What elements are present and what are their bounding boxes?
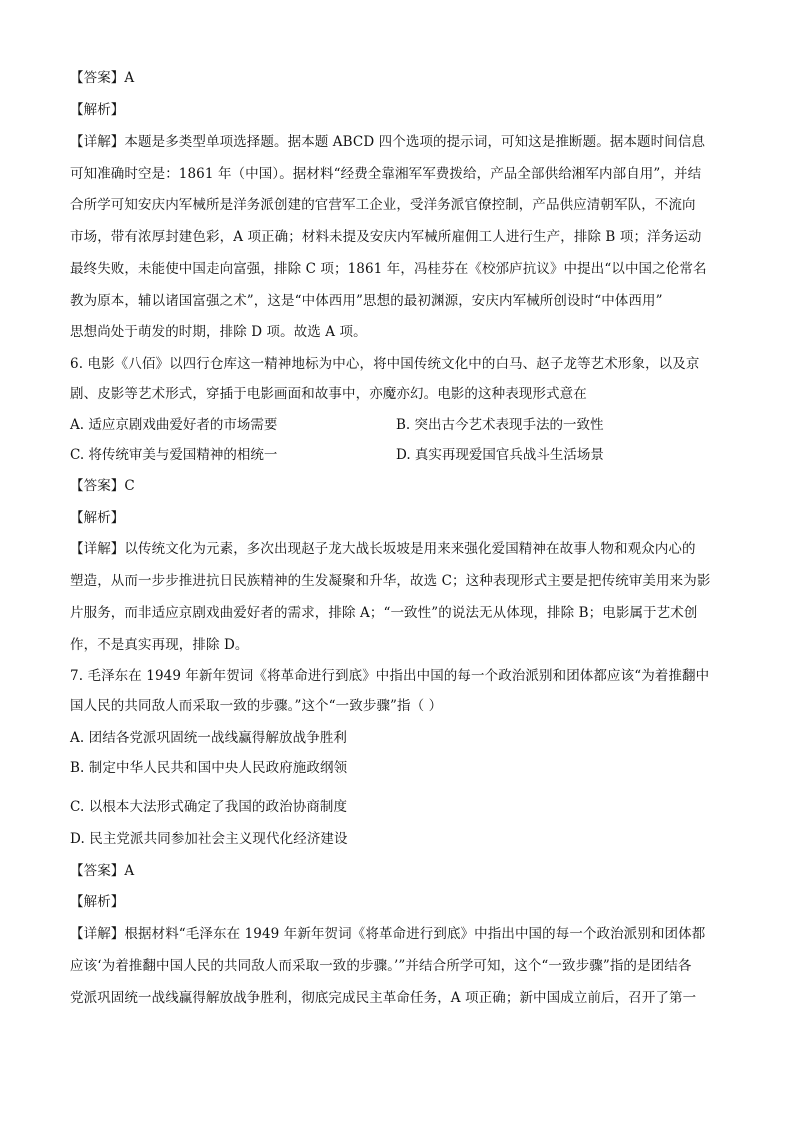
q5-analysis-heading: 【解析】 [70,102,125,118]
q6-detail-line: 片服务，而非适应京剧戏曲爱好者的需求，排除 A；“一致性”的说法无从体现，排除 B；电影属于艺术创 [70,605,698,621]
q7-stem-line: 7. 毛泽东在 1949 年新年贺词《将革命进行到底》中指出中国的每一个政治派别和团体都应该“为着推翻中 [70,668,710,684]
q7-detail-line: 应该‘为着推翻中国人民的共同敌人而采取一致的步骤。’”并结合所学可知，这个“一致步骤”指的是团结各 [70,958,692,974]
q7-detail-line: 党派巩固统一战线赢得解放战争胜利，彻底完成民主革命任务，A 项正确；新中国成立前后，召开了第一 [70,990,697,1006]
q6-detail-line: 作，不是真实再现，排除 D。 [70,637,249,653]
q5-detail-line: 最终失败，未能使中国走向富强，排除 C 项；1861 年，冯桂芬在《校邠庐抗议》中提出“以中国之伦常名 [70,261,707,277]
q5-detail-line: 【详解】本题是多类型单项选择题。据本题 ABCD 四个选项的提示词，可知这是推断题。据本题时间信息 [70,134,706,150]
q5-detail-line: 合所学可知安庆内军械所是洋务派创建的官营军工企业，受洋务派官僚控制，产品供应清朝军队，不流向 [70,197,696,213]
q5-detail-line: 教为原本，辅以诸国富强之术”，这是“中体西用”思想的最初渊源，安庆内军械所创设时“中体西用” [70,293,663,309]
q6-answer: 【答案】C [70,478,135,494]
q7-option-b: B. 制定中华人民共和国中央人民政府施政纲领 [70,760,348,776]
q6-option-a: A. 适应京剧戏曲爱好者的市场需要 [70,417,278,433]
q6-detail-line: 塑造，从而一步步推进抗日民族精神的生发凝聚和升华，故选 C；这种表现形式主要是把传统审美用来为影 [70,573,711,589]
q7-detail-line: 【详解】根据材料“毛泽东在 1949 年新年贺词《将革命进行到底》中指出中国的每一个政治派别和团体都 [70,926,706,942]
q5-detail-line: 市场，带有浓厚封建色彩，A 项正确；材料未提及安庆内军械所雇佣工人进行生产，排除 B 项；洋务运动 [70,229,702,245]
q7-option-a: A. 团结各党派巩固统一战线赢得解放战争胜利 [70,730,348,746]
q5-detail-line: 可知准确时空是：1861 年（中国）。据材料“经费全靠湘军军费拨给，产品全部供给湘军内部自用”，并结 [70,166,702,182]
q6-stem-line: 6. 电影《八佰》以四行仓库这一精神地标为中心，将中国传统文化中的白马、赵子龙等艺术形象，以及京 [70,356,700,372]
q6-option-b: B. 突出古今艺术表现手法的一致性 [396,417,604,433]
q7-stem-line: 国人民的共同敌人而采取一致的步骤。”这个“一致步骤”指（ ） [70,698,443,714]
q6-detail-line: 【详解】以传统文化为元素，多次出现赵子龙大战长坂坡是用来来强化爱国精神在故事人物和观众内心的 [70,541,696,557]
q6-analysis-heading: 【解析】 [70,510,125,526]
q6-option-c: C. 将传统审美与爱国精神的相统一 [70,447,278,463]
q7-analysis-heading: 【解析】 [70,894,125,910]
q6-option-d: D. 真实再现爱国官兵战斗生活场景 [396,447,604,463]
q5-detail-line: 思想尚处于萌发的时期，排除 D 项。故选 A 项。 [70,324,367,340]
q7-answer: 【答案】A [70,863,135,879]
q7-option-d: D. 民主党派共同参加社会主义现代化经济建设 [70,831,348,847]
q7-option-c: C. 以根本大法形式确定了我国的政治协商制度 [70,799,348,815]
q5-answer: 【答案】A [70,70,135,86]
q6-stem-line: 剧、皮影等艺术形式，穿插于电影画面和故事中，亦魔亦幻。电影的这种表现形式意在 [70,386,587,402]
